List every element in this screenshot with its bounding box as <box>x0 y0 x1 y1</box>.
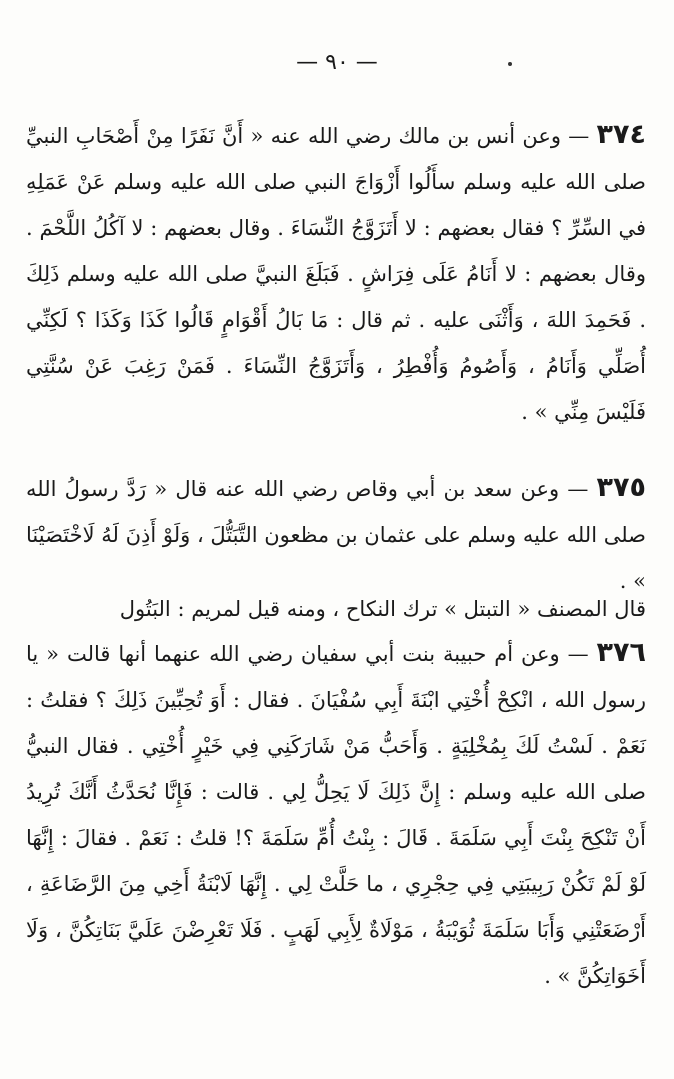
hadith-number: ٣٧٥ <box>596 472 646 503</box>
author-note <box>26 586 646 632</box>
hadith-text: — وعن سعد بن أبي وقاص رضي الله عنه قال « رَدَّ رسولُ الله صلى الله عليه وسلم على عثمان بن مظعون التَّبَتُّلَ ، وَلَوْ أَذِنَ لَهُ لَاخْتَصَيْنَا » . <box>26 477 646 593</box>
hadith-376 <box>26 630 646 999</box>
ink-dot <box>508 62 512 66</box>
note-text: قال المصنف « التبتل » ترك النكاح ، ومنه قيل لمريم : البَتُول <box>119 597 646 621</box>
hadith-374 <box>26 112 646 435</box>
hadith-text: — وعن أم حبيبة بنت أبي سفيان رضي الله عنهما أنها قالت « يا رسول الله ، انْكِحْ أُخْتِي ابْنَةَ أَبِي سُفْيَانَ . فقال : أَوَ تُحِبِّينَ ذَلِكَ ؟ فقلتُ : نَعَمْ . لَسْتُ لَكَ بِمُخْلِيَةٍ . وَأَحَبُّ مَنْ شَارَكَنِي فِي خَيْرٍ أُخْتِي . فقال النبيُّ صلى الله عليه وسلم : إِنَّ ذَلِكَ لَا يَحِلُّ لِي . قالت : فَإِنَّا نُحَدَّثُ أَنَّكَ تُرِيدُ أَنْ تَنْكِحَ بِنْتَ أَبِي سَلَمَةَ . قَالَ : بِنْتُ أُمِّ سَلَمَةَ ؟! قلتُ : نَعَمْ . فقالَ : إِنَّهَا لَوْ لَمْ تَكُنْ رَبِيبَتِي فِي حِجْرِي ، ما حَلَّتْ لِي . إِنَّهَا لَابْنَةُ أَخِي مِنَ الرَّضَاعَةِ ، أَرْضَعَتْنِي وَأَبَا سَلَمَةَ ثُوَيْبَةُ ، مَوْلَاةٌ لِأَبِي لَهَبٍ . فَلَا تَعْرِضْنَ عَلَيَّ بَنَاتِكُنَّ ، وَلَا أَخَوَاتِكُنَّ » . <box>26 642 646 988</box>
hadith-text: — وعن أنس بن مالك رضي الله عنه « أَنَّ نَفَرًا مِنْ أَصْحَابِ النبيِّ صلى الله عليه وسلم سأَلُوا أَزْوَاجَ النبي صلى الله عليه وسلم عَنْ عَمَلِهِ في السِّرِّ ؟ فقال بعضهم : لا أَتَزَوَّجُ النِّسَاءَ . وقال بعضهم : لا آكُلُ اللَّحْمَ . وقال بعضهم : لا أَنَامُ عَلَى فِرَاشٍ . فَبَلَغَ النبيَّ صلى الله عليه وسلم ذَلِكَ . فَحَمِدَ اللهَ ، وَأَثْنَى عليه . ثم قال : مَا بَالُ أَقْوَامٍ قَالُوا كَذَا وَكَذَا ؟ لَكِنِّي أُصَلِّي وَأَنَامُ ، وَأَصُومُ وَأُفْطِرُ ، وَأَتَزَوَّجُ النِّسَاءَ . فَمَنْ رَغِبَ عَنْ سُنَّتِي فَلَيْسَ مِنِّي » . <box>26 124 646 424</box>
hadith-number: ٣٧٤ <box>596 119 646 150</box>
hadith-number: ٣٧٦ <box>596 637 646 668</box>
hadith-375 <box>26 465 646 604</box>
page-number: — ٩٠ — <box>296 50 378 75</box>
